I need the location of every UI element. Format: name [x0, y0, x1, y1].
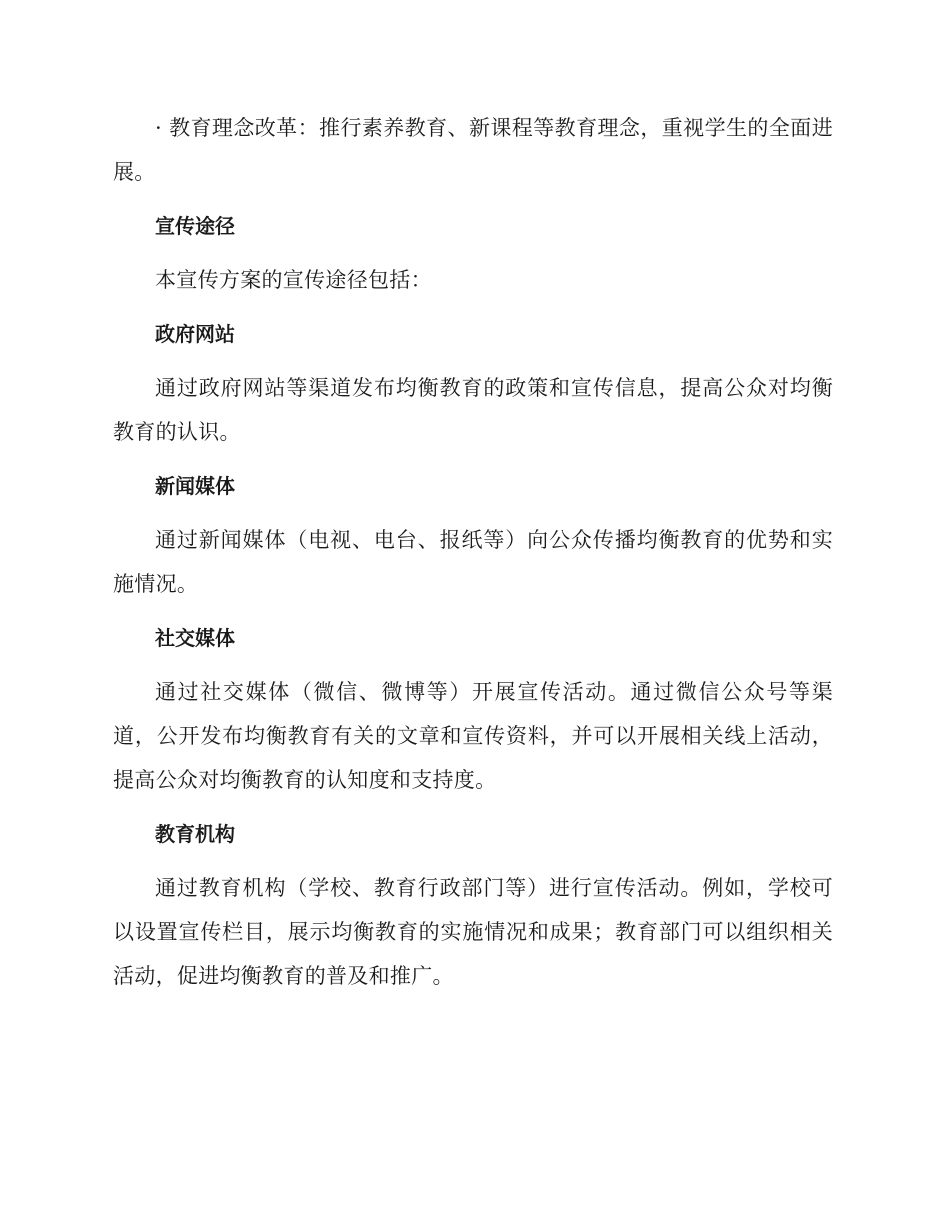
section-heading-educational-institutions: 教育机构 [155, 822, 235, 846]
document-page [113, 106, 833, 1008]
paragraph-educational-institutions: 通过教育机构（学校、教育行政部门等）进行宣传活动。例如，学校可以设置宣传栏目，展示均衡教育的实施情况和成果；教育部门可以组织相关活动，促进均衡教育的普及和推广。 [113, 876, 833, 988]
paragraph-government-website: 通过政府网站等渠道发布均衡教育的政策和宣传信息，提高公众对均衡教育的认识。 [113, 376, 833, 444]
section-heading-publicity-channels: 宣传途径 [155, 214, 235, 238]
paragraph-social-media: 通过社交媒体（微信、微博等）开展宣传活动。通过微信公众号等渠道，公开发布均衡教育有关的文章和宣传资料，并可以开展相关线上活动，提高公众对均衡教育的认知度和支持度。 [113, 680, 833, 792]
bullet-paragraph-education-reform: · 教育理念改革：推行素养教育、新课程等教育理念，重视学生的全面进展。 [113, 116, 833, 184]
paragraph-news-media: 通过新闻媒体（电视、电台、报纸等）向公众传播均衡教育的优势和实施情况。 [113, 528, 833, 596]
paragraph-channels-intro: 本宣传方案的宣传途径包括： [155, 268, 432, 292]
section-heading-news-media: 新闻媒体 [155, 474, 235, 498]
section-heading-government-website: 政府网站 [155, 322, 235, 346]
section-heading-social-media: 社交媒体 [155, 626, 235, 650]
